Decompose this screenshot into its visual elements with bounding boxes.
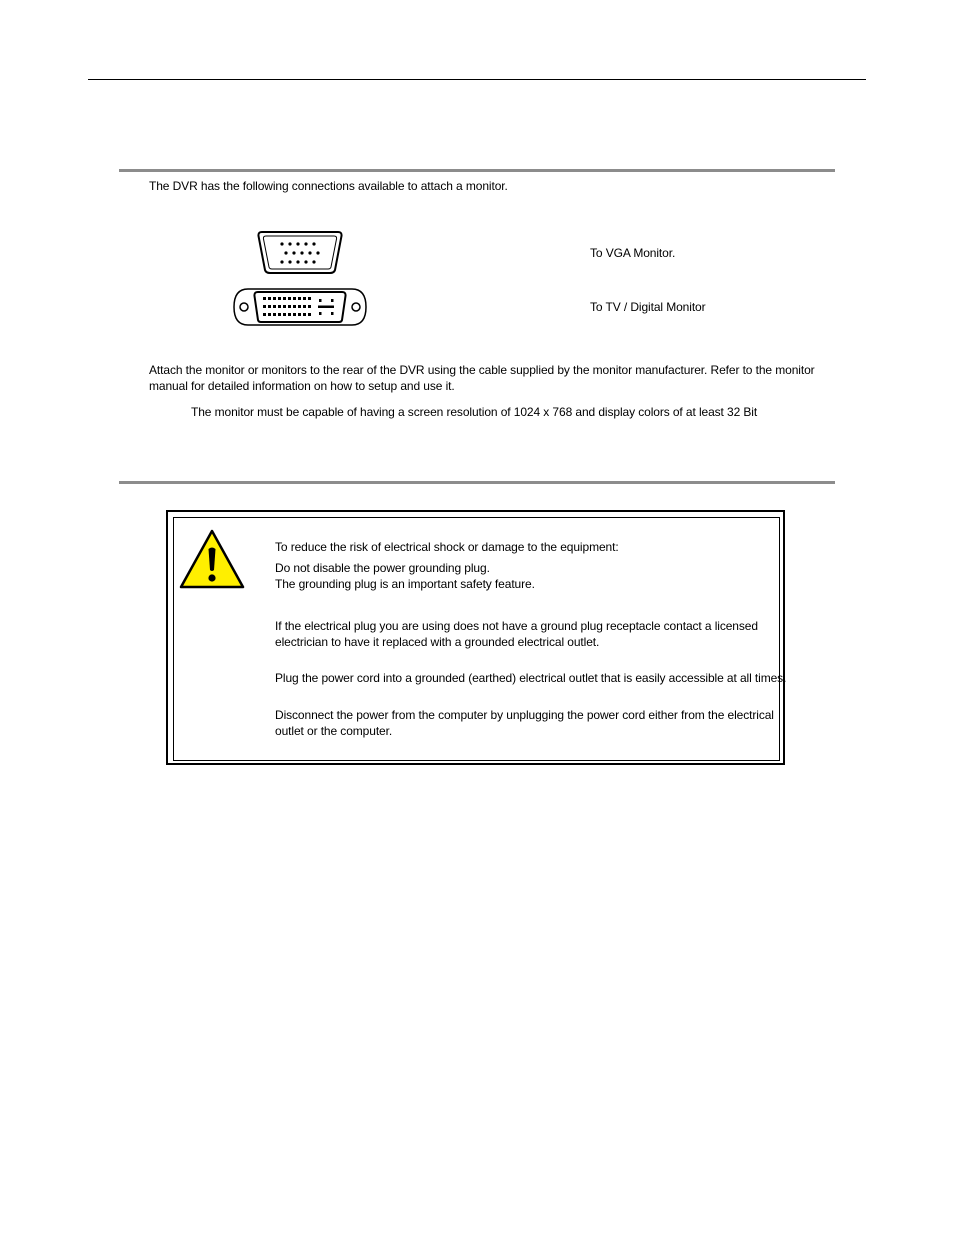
dvi-connector-icon	[232, 286, 368, 328]
attach-instructions-line2: manual for detailed information on how to setup and use it.	[149, 379, 455, 393]
warning-line-2: Do not disable the power grounding plug.	[275, 561, 490, 575]
monitor-requirement-note: The monitor must be capable of having a screen resolution of 1024 x 768 and display colors of at least 32 Bit	[191, 405, 758, 419]
section-divider-power	[119, 481, 835, 484]
warning-line-6: Plug the power cord into a grounded (earthed) electrical outlet that is easily accessible at all times.	[275, 671, 787, 685]
monitor-intro-text: The DVR has the following connections available to attach a monitor.	[149, 179, 508, 193]
warning-line-3: The grounding plug is an important safety feature.	[275, 577, 535, 591]
section-divider-monitor	[119, 169, 835, 172]
warning-triangle-icon	[178, 528, 246, 590]
attach-instructions-line1: Attach the monitor or monitors to the rear of the DVR using the cable supplied by the monitor manufacturer. Refer to the monitor	[149, 363, 815, 377]
warning-line-5: electrician to have it replaced with a grounded electrical outlet.	[275, 635, 600, 649]
vga-connector-label: To VGA Monitor.	[590, 246, 676, 260]
warning-line-8: outlet or the computer.	[275, 724, 393, 738]
header-rule	[88, 79, 866, 80]
dvi-connector-label: To TV / Digital Monitor	[590, 300, 706, 314]
warning-line-4: If the electrical plug you are using does not have a ground plug receptacle contact a licensed	[275, 619, 758, 633]
warning-line-1: To reduce the risk of electrical shock or damage to the equipment:	[275, 540, 619, 554]
vga-connector-icon	[256, 229, 344, 276]
warning-line-7: Disconnect the power from the computer by unplugging the power cord either from the electrical	[275, 708, 774, 722]
